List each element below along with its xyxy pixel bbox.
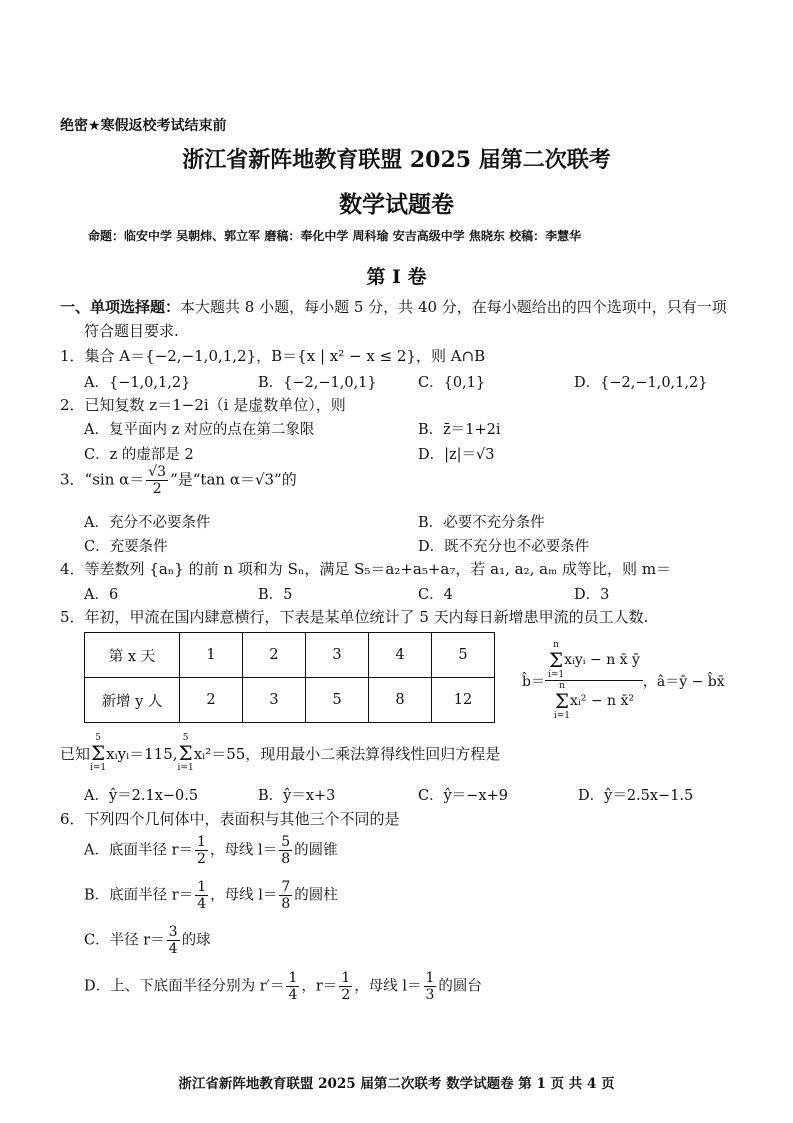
q1-option-d: D．{−2,−1,0,1,2} xyxy=(574,375,708,391)
q6-d-text: D．上、下底面半径分别为 r′＝ xyxy=(84,978,285,995)
fraction xyxy=(339,970,352,1003)
instruction-line2: 符合题目要求. xyxy=(84,322,179,340)
table-cell: 第 x 天 xyxy=(85,633,180,678)
sigma-upper: n xyxy=(553,640,559,650)
formula-b-numerator xyxy=(545,640,643,681)
frac-num: 1 xyxy=(197,834,206,850)
frac-num: 1 xyxy=(288,970,298,986)
frac-num: 3 xyxy=(168,924,178,940)
q3-option-c: C．充要条件 xyxy=(84,539,168,555)
fraction xyxy=(279,879,292,912)
q3-option-a: A．充分不必要条件 xyxy=(84,515,211,531)
given-suffix: ，现用最小二乘法算得线性回归方程是 xyxy=(245,744,501,763)
q3-frac-den: 2 xyxy=(152,481,162,497)
formula-b-num-text: xᵢyᵢ − n x̄ ȳ xyxy=(564,652,640,668)
q5-option-c: C．ŷ＝−x+9 xyxy=(418,788,508,804)
frac-den: 4 xyxy=(168,941,178,957)
q2-option-c: C．z 的虚部是 2 xyxy=(84,447,194,463)
table-cell: 12 xyxy=(432,678,495,723)
table-cell: 2 xyxy=(243,633,306,678)
q1-stem: 1．集合 A＝{−2,−1,0,1,2}，B＝{x | x² − x ≤ 2}，则 A∩B xyxy=(60,347,486,365)
secret-label: 绝密★寒假返校考试结束前 xyxy=(60,118,227,134)
q4-option-b: B．5 xyxy=(258,587,293,603)
table-cell: 1 xyxy=(180,633,243,678)
formula-b-den-text: xᵢ² − n x̄² xyxy=(570,693,634,709)
q5-option-b: B．ŷ＝x+3 xyxy=(258,788,336,804)
exam-title: 浙江省新阵地教育联盟 2025 届第二次联考 xyxy=(182,147,611,173)
q4-option-c: C．4 xyxy=(418,587,453,603)
frac-num: 1 xyxy=(197,879,207,895)
sigma-upper: 5 xyxy=(182,733,189,743)
q3-fraction xyxy=(146,464,168,497)
page-footer: 浙江省新阵地教育联盟 2025 届第二次联考 数学试题卷 第 1 页 共 4 页 xyxy=(178,1076,615,1092)
q6-a-text: 的圆锥 xyxy=(294,842,338,859)
frac-den: 2 xyxy=(341,987,351,1003)
sigma-symbol: 5 Σ i=1 xyxy=(177,733,194,773)
q6-option-d xyxy=(84,970,482,1003)
given-prefix: 已知 xyxy=(60,744,91,763)
sigma-lower: i=1 xyxy=(90,763,107,773)
q3-stem xyxy=(60,464,297,497)
q2-stem: 2．已知复数 z＝1−2i（i 是虚数单位），则 xyxy=(60,396,346,414)
formula-b-fraction xyxy=(545,640,643,721)
given-sum1: xᵢyᵢ＝115, xyxy=(106,744,178,763)
q4-option-a: A．6 xyxy=(84,587,119,603)
q4-option-d: D．3 xyxy=(574,587,610,603)
table-cell: 4 xyxy=(369,633,432,678)
formula-b-lhs: b̂＝ xyxy=(522,673,545,690)
q6-c-text: C．半径 r＝ xyxy=(84,932,165,949)
q6-d-text: ，r＝ xyxy=(301,978,338,995)
q2-option-d: D．|z|＝√3 xyxy=(418,447,495,463)
frac-den: 8 xyxy=(281,896,291,912)
frac-den: 4 xyxy=(288,987,298,1003)
q6-d-text: ，母线 l＝ xyxy=(354,978,422,995)
section-heading: 一、单项选择题： xyxy=(60,298,181,316)
volume-heading: 第 I 卷 xyxy=(366,266,427,288)
sigma-lower: i=1 xyxy=(177,763,194,773)
frac-den: 3 xyxy=(425,987,435,1003)
formula-b-denominator xyxy=(551,681,637,721)
q5-given xyxy=(60,733,500,773)
q4-stem: 4．等差数列 {aₙ} 的前 n 项和为 Sₙ，满足 S₅＝a₂+a₅+a₇，若 a₁, a₂, aₘ 成等比，则 m＝ xyxy=(60,560,672,578)
table-cell: 8 xyxy=(369,678,432,723)
q5-data-table xyxy=(84,632,495,723)
frac-num: 1 xyxy=(425,970,435,986)
q3-stem-prefix: 3．“sin α＝ xyxy=(60,470,145,489)
sigma-upper: 5 xyxy=(95,733,101,743)
q6-b-text: 的圆柱 xyxy=(294,887,338,904)
q5-regression-formula xyxy=(522,640,725,721)
q6-stem: 6．下列四个几何体中，表面积与其他三个不同的是 xyxy=(60,810,400,828)
q5-stem: 5．年初，甲流在国内肆意横行，下表是某单位统计了 5 天内每日新增患甲流的员工人数. xyxy=(60,608,649,626)
q6-b-text: ，母线 l＝ xyxy=(210,887,278,904)
frac-num: 5 xyxy=(281,834,291,850)
q6-a-text: A．底面半径 r＝ xyxy=(84,842,194,859)
exam-subtitle: 数学试题卷 xyxy=(339,191,454,218)
table-row xyxy=(85,633,495,678)
sigma-symbol: n Σ i=1 xyxy=(553,681,571,721)
author-line: 命题：临安中学 吴朝炜、郭立军 磨稿：奉化中学 周科瑜 安吉高级中学 焦晓东 校稿：李慧华 xyxy=(88,229,582,243)
table-row xyxy=(85,678,495,723)
table-cell: 新增 y 人 xyxy=(85,678,180,723)
sigma-lower: i=1 xyxy=(553,711,571,721)
frac-num: 7 xyxy=(281,879,291,895)
given-sum2: xᵢ²＝55 xyxy=(193,744,246,763)
instruction-line1: 本大题共 8 小题，每小题 5 分，共 40 分，在每小题给出的四个选项中，只有一项 xyxy=(180,298,727,316)
sigma-upper: n xyxy=(559,681,565,691)
formula-a: ，â＝ȳ − b̂x̄ xyxy=(642,673,725,690)
q5-option-a: A．ŷ＝2.1x−0.5 xyxy=(84,788,199,804)
fraction xyxy=(286,970,299,1003)
fraction xyxy=(195,879,208,912)
q2-option-a: A．复平面内 z 对应的点在第二象限 xyxy=(84,422,315,438)
sigma-symbol: n Σ i=1 xyxy=(547,640,565,680)
q6-d-text: 的圆台 xyxy=(438,978,482,995)
q3-option-d: D．既不充分也不必要条件 xyxy=(418,539,590,555)
q1-option-a: A．{−1,0,1,2} xyxy=(84,375,191,391)
q6-c-text: 的球 xyxy=(181,932,211,949)
sigma-symbol: 5 Σ i=1 xyxy=(90,733,107,773)
frac-num: 1 xyxy=(341,970,351,986)
q3-stem-suffix: ”是“tan α＝√3”的 xyxy=(170,470,297,489)
table-cell: 5 xyxy=(432,633,495,678)
q6-option-b xyxy=(84,879,338,912)
section-instruction xyxy=(60,296,727,317)
q1-option-c: C．{0,1} xyxy=(418,375,486,391)
table-cell: 2 xyxy=(180,678,243,723)
table-cell: 3 xyxy=(243,678,306,723)
frac-den: 2 xyxy=(197,851,206,867)
sigma-lower: i=1 xyxy=(547,670,565,680)
q6-b-text: B．底面半径 r＝ xyxy=(84,887,194,904)
q3-option-b: B．必要不充分条件 xyxy=(418,515,545,531)
q6-option-a xyxy=(84,834,338,867)
fraction xyxy=(167,924,180,957)
q6-option-c xyxy=(84,924,211,957)
table-cell: 3 xyxy=(306,633,369,678)
table-cell: 5 xyxy=(306,678,369,723)
q5-option-d: D．ŷ＝2.5x−1.5 xyxy=(578,788,694,804)
fraction xyxy=(279,834,292,867)
q1-option-b: B．{−2,−1,0,1} xyxy=(258,375,377,391)
frac-den: 4 xyxy=(197,896,207,912)
fraction xyxy=(424,970,437,1003)
q3-frac-num: √3 xyxy=(148,464,167,480)
q6-a-text: ，母线 l＝ xyxy=(209,842,278,859)
fraction xyxy=(195,834,208,867)
frac-den: 8 xyxy=(281,851,291,867)
q2-option-b: B．z̄＝1+2i xyxy=(418,422,501,438)
